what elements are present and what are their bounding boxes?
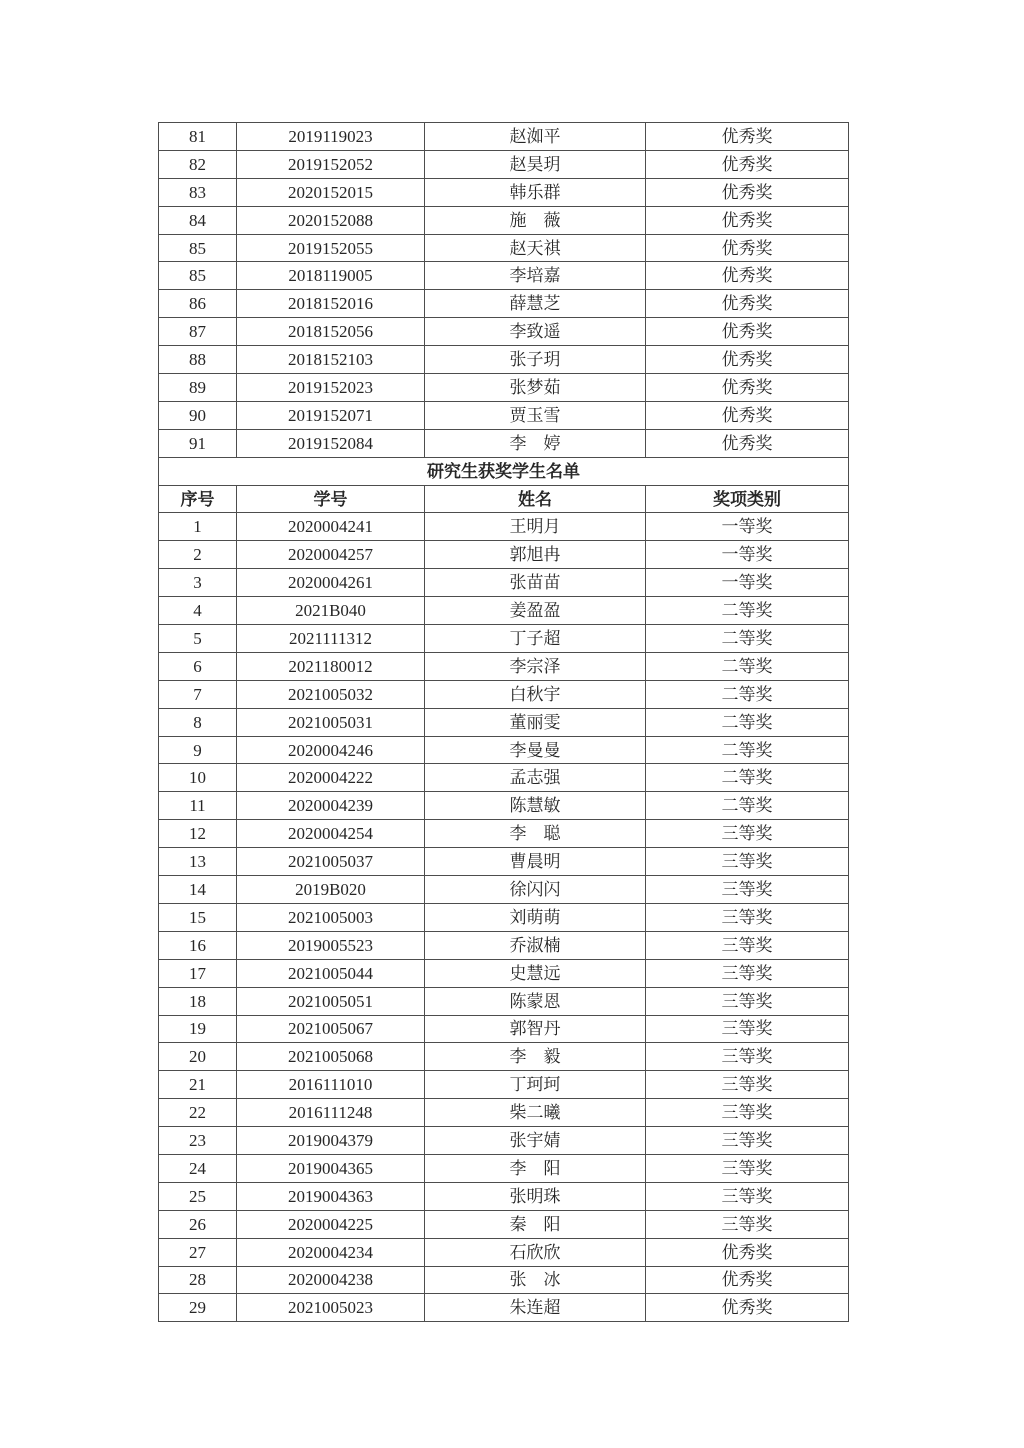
table-row	[159, 1127, 849, 1155]
cell-student-id: 2019004363	[237, 1182, 425, 1210]
cell-award-category: 二等奖	[646, 764, 849, 792]
cell-name: 陈蒙恩	[425, 987, 646, 1015]
table-row	[159, 346, 849, 374]
cell-student-id: 2020004222	[237, 764, 425, 792]
cell-student-id: 2019152052	[237, 150, 425, 178]
table-row	[159, 820, 849, 848]
cell-student-id: 2019005523	[237, 931, 425, 959]
cell-index: 81	[159, 123, 237, 151]
cell-name: 李致遥	[425, 318, 646, 346]
cell-student-id: 2020152015	[237, 178, 425, 206]
cell-index: 1	[159, 513, 237, 541]
cell-index: 28	[159, 1266, 237, 1294]
cell-award-category: 三等奖	[646, 1210, 849, 1238]
cell-name: 李 聪	[425, 820, 646, 848]
cell-student-id: 2021005003	[237, 903, 425, 931]
cell-index: 27	[159, 1238, 237, 1266]
table-row	[159, 1099, 849, 1127]
cell-award-category: 优秀奖	[646, 401, 849, 429]
cell-name: 孟志强	[425, 764, 646, 792]
cell-student-id: 2020004254	[237, 820, 425, 848]
cell-student-id: 2021111312	[237, 625, 425, 653]
table-row	[159, 1071, 849, 1099]
cell-name: 韩乐群	[425, 178, 646, 206]
cell-award-category: 三等奖	[646, 903, 849, 931]
cell-index: 11	[159, 792, 237, 820]
column-header-index: 序号	[159, 485, 237, 513]
cell-index: 84	[159, 206, 237, 234]
table-row	[159, 262, 849, 290]
cell-student-id: 2021180012	[237, 652, 425, 680]
cell-student-id: 2020004257	[237, 541, 425, 569]
cell-award-category: 三等奖	[646, 1154, 849, 1182]
cell-award-category: 三等奖	[646, 1182, 849, 1210]
cell-index: 83	[159, 178, 237, 206]
cell-name: 朱连超	[425, 1294, 646, 1322]
cell-student-id: 2020004246	[237, 736, 425, 764]
cell-index: 91	[159, 429, 237, 457]
cell-student-id: 2021005023	[237, 1294, 425, 1322]
cell-name: 赵昊玥	[425, 150, 646, 178]
cell-name: 张 冰	[425, 1266, 646, 1294]
cell-award-category: 二等奖	[646, 792, 849, 820]
cell-award-category: 一等奖	[646, 513, 849, 541]
cell-award-category: 二等奖	[646, 625, 849, 653]
cell-award-category: 二等奖	[646, 736, 849, 764]
cell-student-id: 2019004379	[237, 1127, 425, 1155]
cell-index: 14	[159, 876, 237, 904]
cell-award-category: 优秀奖	[646, 346, 849, 374]
cell-name: 施 薇	[425, 206, 646, 234]
cell-index: 8	[159, 708, 237, 736]
cell-award-category: 二等奖	[646, 597, 849, 625]
table-row	[159, 1015, 849, 1043]
cell-student-id: 2021005032	[237, 680, 425, 708]
cell-award-category: 三等奖	[646, 959, 849, 987]
cell-award-category: 优秀奖	[646, 290, 849, 318]
cell-index: 7	[159, 680, 237, 708]
cell-student-id: 2018152103	[237, 346, 425, 374]
cell-student-id: 2021005031	[237, 708, 425, 736]
table-row	[159, 625, 849, 653]
table-row	[159, 401, 849, 429]
cell-name: 董丽雯	[425, 708, 646, 736]
table-row	[159, 318, 849, 346]
cell-award-category: 优秀奖	[646, 1266, 849, 1294]
cell-award-category: 三等奖	[646, 1127, 849, 1155]
cell-award-category: 三等奖	[646, 1099, 849, 1127]
cell-award-category: 优秀奖	[646, 150, 849, 178]
awards-table-body	[159, 123, 849, 1322]
cell-name: 郭旭冉	[425, 541, 646, 569]
cell-student-id: 2021005068	[237, 1043, 425, 1071]
cell-student-id: 2018152056	[237, 318, 425, 346]
table-row	[159, 513, 849, 541]
cell-award-category: 优秀奖	[646, 234, 849, 262]
cell-index: 10	[159, 764, 237, 792]
cell-index: 87	[159, 318, 237, 346]
cell-name: 李 毅	[425, 1043, 646, 1071]
table-row	[159, 234, 849, 262]
cell-name: 赵洳平	[425, 123, 646, 151]
cell-student-id: 2019152084	[237, 429, 425, 457]
cell-index: 82	[159, 150, 237, 178]
cell-name: 张宇婧	[425, 1127, 646, 1155]
column-header-student-id: 学号	[237, 485, 425, 513]
cell-name: 张明珠	[425, 1182, 646, 1210]
cell-name: 赵天祺	[425, 234, 646, 262]
cell-student-id: 2016111248	[237, 1099, 425, 1127]
cell-award-category: 三等奖	[646, 1071, 849, 1099]
section-title: 研究生获奖学生名单	[159, 457, 849, 485]
awards-table	[158, 122, 849, 1322]
table-row	[159, 792, 849, 820]
cell-index: 16	[159, 931, 237, 959]
table-row	[159, 178, 849, 206]
cell-award-category: 三等奖	[646, 987, 849, 1015]
cell-award-category: 优秀奖	[646, 262, 849, 290]
cell-award-category: 三等奖	[646, 820, 849, 848]
cell-student-id: 2019119023	[237, 123, 425, 151]
cell-name: 李宗泽	[425, 652, 646, 680]
cell-award-category: 优秀奖	[646, 374, 849, 402]
table-row	[159, 764, 849, 792]
cell-award-category: 二等奖	[646, 680, 849, 708]
cell-award-category: 优秀奖	[646, 429, 849, 457]
cell-award-category: 优秀奖	[646, 206, 849, 234]
cell-name: 薛慧芝	[425, 290, 646, 318]
cell-index: 23	[159, 1127, 237, 1155]
cell-index: 20	[159, 1043, 237, 1071]
cell-index: 17	[159, 959, 237, 987]
table-row	[159, 597, 849, 625]
table-row	[159, 1043, 849, 1071]
cell-award-category: 优秀奖	[646, 1294, 849, 1322]
cell-name: 史慧远	[425, 959, 646, 987]
table-row	[159, 1182, 849, 1210]
column-header-award-category: 奖项类别	[646, 485, 849, 513]
table-row	[159, 652, 849, 680]
cell-name: 张子玥	[425, 346, 646, 374]
cell-index: 3	[159, 569, 237, 597]
cell-student-id: 2019004365	[237, 1154, 425, 1182]
cell-index: 15	[159, 903, 237, 931]
cell-name: 曹晨明	[425, 848, 646, 876]
header-row	[159, 485, 849, 513]
cell-student-id: 2020004225	[237, 1210, 425, 1238]
cell-student-id: 2021005037	[237, 848, 425, 876]
cell-award-category: 优秀奖	[646, 318, 849, 346]
cell-name: 秦 阳	[425, 1210, 646, 1238]
cell-award-category: 三等奖	[646, 1043, 849, 1071]
table-row	[159, 987, 849, 1015]
table-row	[159, 569, 849, 597]
table-row	[159, 206, 849, 234]
cell-index: 90	[159, 401, 237, 429]
cell-name: 李 婷	[425, 429, 646, 457]
cell-index: 29	[159, 1294, 237, 1322]
section-title-row	[159, 457, 849, 485]
table-row	[159, 708, 849, 736]
cell-name: 丁子超	[425, 625, 646, 653]
cell-name: 乔淑楠	[425, 931, 646, 959]
cell-student-id: 2021B040	[237, 597, 425, 625]
cell-award-category: 二等奖	[646, 708, 849, 736]
cell-name: 张梦茹	[425, 374, 646, 402]
cell-student-id: 2020004239	[237, 792, 425, 820]
cell-name: 石欣欣	[425, 1238, 646, 1266]
cell-award-category: 一等奖	[646, 569, 849, 597]
cell-index: 26	[159, 1210, 237, 1238]
cell-student-id: 2020004261	[237, 569, 425, 597]
cell-student-id: 2016111010	[237, 1071, 425, 1099]
cell-index: 2	[159, 541, 237, 569]
table-row	[159, 876, 849, 904]
cell-name: 郭智丹	[425, 1015, 646, 1043]
cell-student-id: 2018119005	[237, 262, 425, 290]
table-row	[159, 1210, 849, 1238]
cell-name: 陈慧敏	[425, 792, 646, 820]
cell-name: 徐闪闪	[425, 876, 646, 904]
table-row	[159, 123, 849, 151]
cell-index: 25	[159, 1182, 237, 1210]
table-row	[159, 903, 849, 931]
cell-index: 9	[159, 736, 237, 764]
cell-name: 张苗苗	[425, 569, 646, 597]
table-row	[159, 1154, 849, 1182]
cell-award-category: 三等奖	[646, 876, 849, 904]
cell-name: 王明月	[425, 513, 646, 541]
cell-name: 李曼曼	[425, 736, 646, 764]
cell-student-id: 2019152023	[237, 374, 425, 402]
cell-student-id: 2021005044	[237, 959, 425, 987]
cell-award-category: 优秀奖	[646, 1238, 849, 1266]
cell-name: 李 阳	[425, 1154, 646, 1182]
cell-index: 88	[159, 346, 237, 374]
table-row	[159, 374, 849, 402]
cell-student-id: 2020004238	[237, 1266, 425, 1294]
cell-index: 19	[159, 1015, 237, 1043]
column-header-name: 姓名	[425, 485, 646, 513]
table-row	[159, 1266, 849, 1294]
cell-student-id: 2021005067	[237, 1015, 425, 1043]
table-row	[159, 1238, 849, 1266]
cell-student-id: 2018152016	[237, 290, 425, 318]
cell-index: 85	[159, 234, 237, 262]
cell-name: 丁珂珂	[425, 1071, 646, 1099]
cell-index: 6	[159, 652, 237, 680]
cell-student-id: 2019B020	[237, 876, 425, 904]
cell-index: 89	[159, 374, 237, 402]
cell-index: 12	[159, 820, 237, 848]
cell-index: 4	[159, 597, 237, 625]
table-row	[159, 680, 849, 708]
cell-index: 22	[159, 1099, 237, 1127]
cell-award-category: 三等奖	[646, 848, 849, 876]
cell-award-category: 二等奖	[646, 652, 849, 680]
cell-name: 白秋宇	[425, 680, 646, 708]
cell-index: 5	[159, 625, 237, 653]
cell-name: 李培嘉	[425, 262, 646, 290]
cell-name: 柴二曦	[425, 1099, 646, 1127]
table-row	[159, 290, 849, 318]
cell-student-id: 2020004241	[237, 513, 425, 541]
table-row	[159, 931, 849, 959]
cell-index: 13	[159, 848, 237, 876]
table-row	[159, 736, 849, 764]
cell-index: 86	[159, 290, 237, 318]
cell-award-category: 优秀奖	[646, 123, 849, 151]
cell-index: 85	[159, 262, 237, 290]
cell-index: 21	[159, 1071, 237, 1099]
cell-award-category: 优秀奖	[646, 178, 849, 206]
cell-index: 24	[159, 1154, 237, 1182]
table-row	[159, 541, 849, 569]
table-row	[159, 959, 849, 987]
cell-student-id: 2020004234	[237, 1238, 425, 1266]
cell-name: 刘萌萌	[425, 903, 646, 931]
cell-name: 姜盈盈	[425, 597, 646, 625]
cell-award-category: 三等奖	[646, 931, 849, 959]
table-row	[159, 848, 849, 876]
table-row	[159, 429, 849, 457]
cell-award-category: 一等奖	[646, 541, 849, 569]
cell-index: 18	[159, 987, 237, 1015]
cell-award-category: 三等奖	[646, 1015, 849, 1043]
table-row	[159, 1294, 849, 1322]
cell-student-id: 2021005051	[237, 987, 425, 1015]
cell-name: 贾玉雪	[425, 401, 646, 429]
table-row	[159, 150, 849, 178]
cell-student-id: 2019152055	[237, 234, 425, 262]
cell-student-id: 2019152071	[237, 401, 425, 429]
cell-student-id: 2020152088	[237, 206, 425, 234]
